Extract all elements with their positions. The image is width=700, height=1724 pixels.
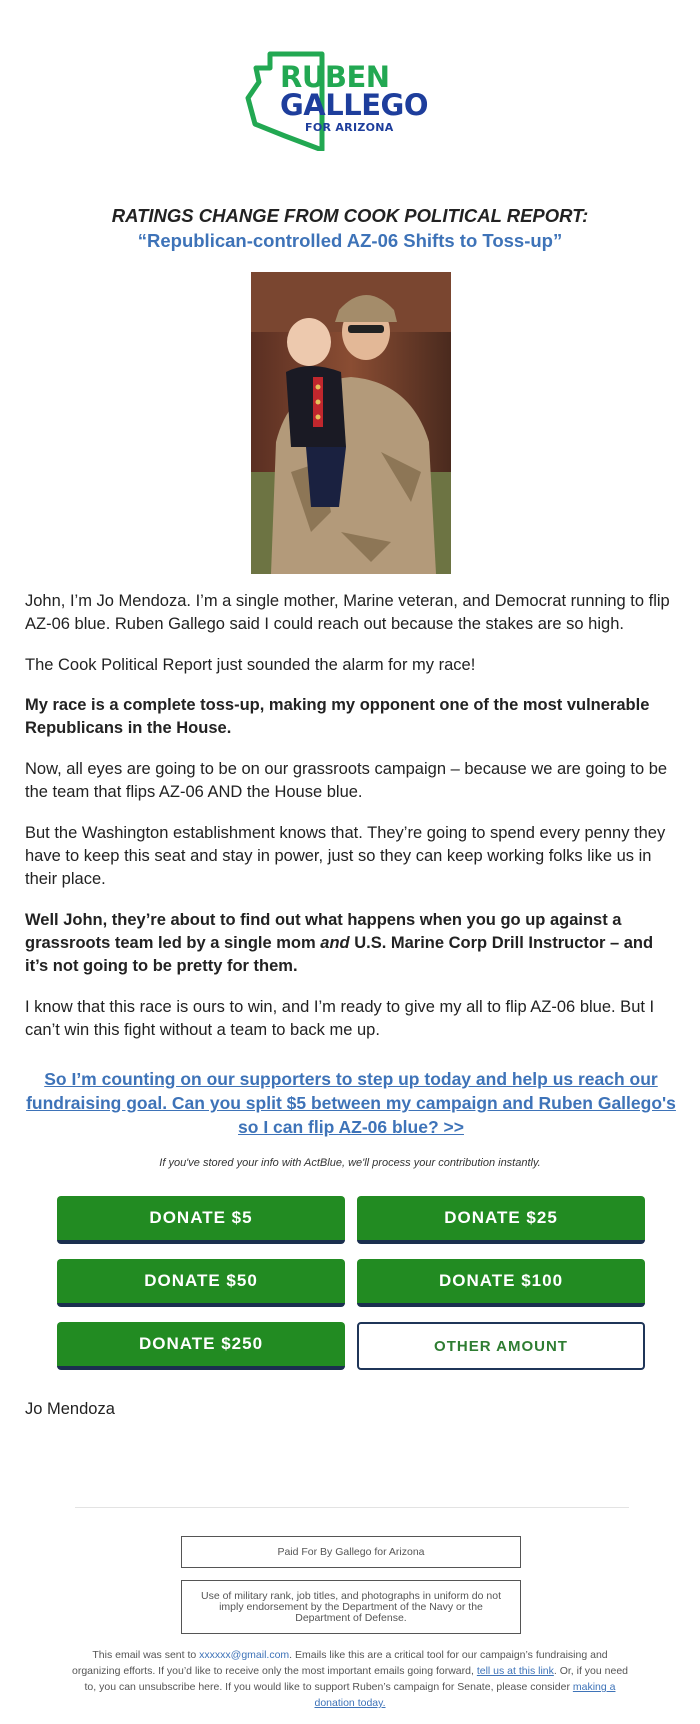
- footer-text-1: . Emails like this are a critical tool for our campaign’s fundraising and organizing efforts. If you’d like to receive only the most important emails going forward,: [71, 1649, 608, 1677]
- footer-divider: [75, 1507, 629, 1508]
- body-paragraph-3: My race is a complete toss-up, making my opponent one of the most vulnerable Republicans in the House.: [25, 696, 650, 737]
- body-paragraph-2: The Cook Political Report just sounded the alarm for my race!: [25, 656, 476, 674]
- headline-subtitle: “Republican-controlled AZ-06 Shifts to Toss-up”: [137, 230, 563, 251]
- body-paragraph-1: John, I’m Jo Mendoza. I’m a single mother, Marine veteran, and Democrat running to flip AZ-06 blue. Ruben Gallego said I could reach out because the stakes are so high.: [25, 592, 670, 633]
- make-donation-link[interactable]: making a donation today.: [314, 1681, 616, 1709]
- body-paragraph-7: I know that this race is ours to win, and I’m ready to give my all to flip AZ-06 blue. But I can’t win this fight without a team to back me up.: [25, 998, 655, 1039]
- body-paragraph-6-emphasis: and: [320, 934, 350, 952]
- footer-sent-prefix: This email was sent to: [92, 1649, 200, 1661]
- other-amount-button[interactable]: OTHER AMOUNT: [357, 1322, 645, 1370]
- logo-line-gallego: GALLEGO: [280, 88, 428, 122]
- donate-50-button[interactable]: DONATE $50: [57, 1259, 345, 1307]
- body-paragraph-6-part-a: Well John, they’re about to find out what happens when you go up against a grassroots team led by a single mom: [25, 911, 622, 952]
- donate-25-button[interactable]: DONATE $25: [357, 1196, 645, 1244]
- donate-250-button[interactable]: DONATE $250: [57, 1322, 345, 1370]
- footer-text: [70, 1647, 630, 1711]
- disclaimer-box: Use of military rank, job titles, and photographs in uniform do not imply endorsement by the Department of the Navy or the Department of Defense.: [181, 1580, 521, 1634]
- body-paragraph-5: But the Washington establishment knows that. They’re going to spend every penny they have to keep this seat and stay in power, just so they can keep working folks like us in their place.: [25, 824, 666, 888]
- footer-text-2: . Or, if you need to, you can unsubscribe here. If you would like to support Ruben’s campaign for Senate, please consider: [84, 1665, 629, 1693]
- logo-line-for-arizona: FOR ARIZONA: [305, 121, 394, 134]
- logo-line-ruben: RUBEN: [280, 60, 390, 94]
- actblue-note: If you've stored your info with ActBlue, we'll process your contribution instantly.: [159, 1157, 541, 1169]
- paid-for-box: [181, 1536, 521, 1568]
- hero-photo: [251, 272, 451, 574]
- headline-title: RATINGS CHANGE FROM COOK POLITICAL REPORT:: [111, 205, 589, 226]
- campaign-logo[interactable]: [245, 48, 445, 151]
- paid-for-text: Paid For By Gallego for Arizona: [277, 1545, 425, 1558]
- body-paragraph-6-part-b: U.S. Marine Corp Drill Instructor – and it’s not going to be pretty for them.: [25, 934, 654, 975]
- body-paragraph-6: [25, 909, 677, 978]
- recipient-email-link[interactable]: xxxxxx@gmail.com: [199, 1649, 290, 1661]
- donate-5-button[interactable]: DONATE $5: [57, 1196, 345, 1244]
- body-paragraph-4: Now, all eyes are going to be on our grassroots campaign – because we are going to be the team that flips AZ-06 AND the House blue.: [25, 760, 668, 801]
- signature: Jo Mendoza: [25, 1400, 115, 1418]
- donate-100-button[interactable]: DONATE $100: [357, 1259, 645, 1307]
- email-preferences-link[interactable]: tell us at this link: [476, 1665, 554, 1677]
- donate-cta-link[interactable]: So I’m counting on our supporters to step up today and help us reach our fundraising goal. Can you split $5 between my campaign and Ruben Gallego's so I can flip AZ-06 blue? >>: [26, 1069, 676, 1137]
